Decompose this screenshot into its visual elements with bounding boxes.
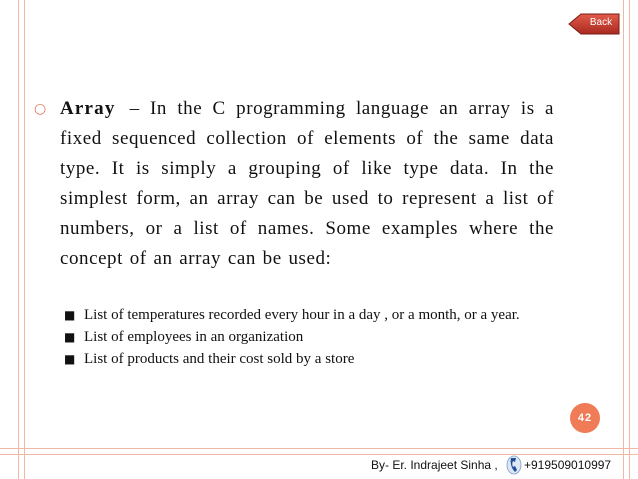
footer-line-bottom: [0, 454, 638, 455]
footer-line-top: [0, 448, 638, 449]
list-item: [64, 328, 558, 347]
examples-list: [64, 306, 558, 372]
phone-handset-icon: [506, 453, 522, 475]
filled-square-bullet-icon: ■: [64, 352, 76, 366]
back-button[interactable]: [568, 13, 620, 35]
border-line-left-outer: [18, 0, 19, 479]
filled-square-bullet-icon: ■: [64, 330, 76, 344]
border-line-right-outer: [629, 0, 630, 479]
list-item: [64, 350, 558, 369]
list-item-text: List of products and their cost sold by a store: [84, 351, 355, 367]
footer-author: By- Er. Indrajeet Sinha ,: [371, 458, 498, 472]
list-item-text: List of temperatures recorded every hour in a day , or a month, or a year.: [84, 307, 520, 323]
list-item: [64, 306, 558, 325]
term-dash: –: [129, 98, 140, 119]
border-line-left-inner: [24, 0, 25, 479]
footer-phone: +919509010997: [524, 458, 612, 472]
term-array: Array: [60, 98, 116, 119]
page-number-badge: 42: [570, 403, 600, 433]
border-line-right-inner: [623, 0, 624, 479]
definition-text: In the C programming language an array is a fixed sequenced collection of elements of the same data type. It is simply a grouping of like type data. In the simplest form, an array can be used to represent a list of numbers, or a list of names. Some examples where the concept of an array can be used:: [60, 98, 554, 269]
definition-paragraph: [34, 94, 554, 274]
hollow-circle-bullet-icon: ○: [34, 101, 47, 117]
definition-block: [34, 94, 554, 274]
back-button-label: Back: [589, 17, 613, 28]
list-item-text: List of employees in an organization: [84, 329, 304, 345]
filled-square-bullet-icon: ■: [64, 308, 76, 322]
